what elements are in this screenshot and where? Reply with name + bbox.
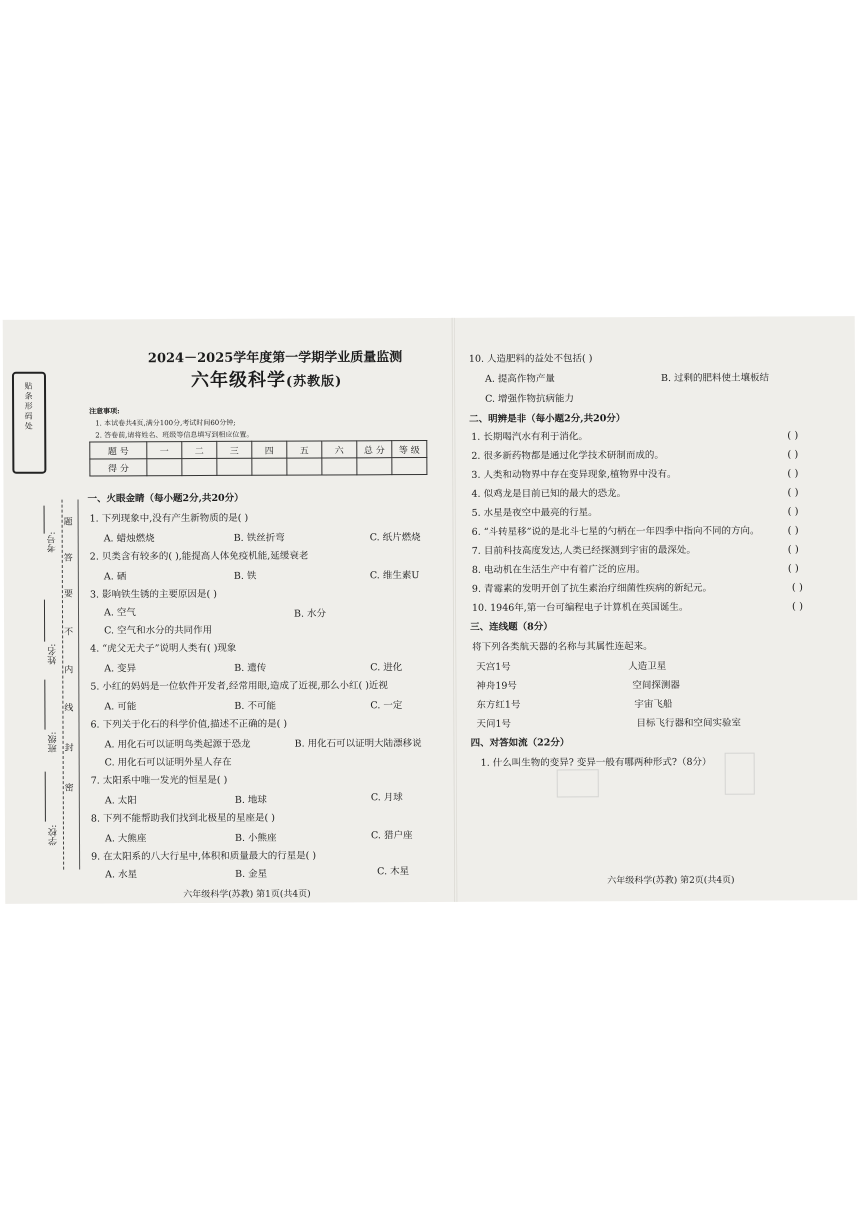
judgment-item: 2. 很多新药物都是通过化学技术研制而成的。 [471,449,664,462]
score-cell[interactable] [182,458,217,475]
spacecraft-type[interactable]: 人造卫星 [628,660,667,673]
answer-paren[interactable]: ( ) [787,430,799,442]
spacecraft-name[interactable]: 神舟19号 [476,680,517,692]
answer-paren[interactable]: ( ) [787,468,799,480]
judgment-item: 4. 似鸡龙是目前已知的最大的恐龙。 [471,488,627,500]
spacecraft-name[interactable]: 天问1号 [476,718,512,730]
spacecraft-type[interactable]: 宇宙飞船 [634,698,673,711]
subject-name: 六年级科学 [190,369,287,392]
name-field[interactable] [44,600,45,642]
option-b[interactable]: B. 小熊座 [234,832,277,844]
spacecraft-type[interactable]: 目标飞行器和空间实验室 [636,717,742,730]
notes-heading: 注意事项: [89,406,120,416]
option-a[interactable]: A. 太阳 [104,795,137,807]
section3-heading: 三、连线题（8分） [470,621,553,633]
question-stem: 3. 影响铁生锈的主要原因是( ) [89,588,217,601]
score-header-cell: 四 [252,441,287,458]
option-c[interactable]: C. 木星 [377,866,410,878]
seal-char: 要 [63,589,73,600]
seal-char: 不 [64,627,74,638]
score-header-cell: 五 [287,441,322,458]
question-stem: 4. “虎父无犬子”说明人类有( )现象 [90,642,237,655]
question-stem: 2. 贝类含有较多的( ),能提高人体免疫机能,延缓衰老 [89,550,309,563]
score-header-cell: 一 [147,442,182,459]
answer-paren[interactable]: ( ) [791,582,803,594]
barcode-stamp-box [12,372,46,474]
school-label: 学校: [48,824,60,846]
spacecraft-name[interactable]: 天宫1号 [476,661,511,673]
option-c[interactable]: C. 月球 [370,792,403,804]
option-b[interactable]: B. 铁 [233,570,257,582]
option-a[interactable]: A. 可能 [104,701,137,713]
judgment-item: 6. “斗转星移”说的是北斗七星的勺柄在一年四季中指向不同的方向。 [471,525,760,538]
seal-char: 密 [64,783,74,794]
score-table [89,440,427,476]
score-header-cell: 三 [217,441,252,458]
left-page-footer: 六年级科学(苏教) 第1页(共4页) [183,889,311,901]
option-a[interactable]: A. 变异 [104,663,137,675]
section1-heading: 一、火眼金睛（每小题2分,共20分） [87,492,244,505]
answer-paren[interactable]: ( ) [787,563,799,575]
judgment-item: 1. 长期喝汽水有利于消化。 [471,431,588,443]
barcode-stamp-label: 贴条形码处 [24,381,34,432]
score-cell[interactable] [357,458,392,475]
left-page [3,318,454,904]
exam-sheet [3,316,858,904]
answer-paren[interactable]: ( ) [787,525,799,537]
score-cell[interactable] [252,458,287,475]
option-b[interactable]: B. 铁丝折弯 [233,532,285,544]
judgment-item: 8. 电动机在生活生产中有着广泛的应用。 [471,564,646,576]
notes-item: 1. 本试卷共4页,满分100分,考试时间60分钟; [95,418,236,428]
score-header-cell: 题 号 [90,442,147,459]
subject-edition: (苏教版) [285,374,343,390]
answer-paren[interactable]: ( ) [787,449,799,461]
option-a[interactable]: A. 蜡烛燃烧 [103,533,155,545]
score-header-cell: 六 [322,441,357,458]
question-stem: 10. 人造肥料的益处不包括( ) [468,353,593,365]
exam-number-label: 考号: [47,531,58,553]
score-cell[interactable] [322,458,357,475]
option-a[interactable]: A. 用化石可以证明鸟类起源于恐龙 [104,738,251,751]
score-cell[interactable] [147,459,182,476]
option-a[interactable]: A. 空气 [103,607,136,619]
answer-paren[interactable]: ( ) [787,506,799,518]
seal-solid-line [78,500,81,870]
option-c[interactable]: C. 增强作物抗病能力 [485,393,575,405]
question-stem: 1. 什么叫生物的变异? 变异一般有哪两种形式?（8分） [480,756,712,769]
judgment-item: 3. 人类和动物界中存在变异现象,植物界中没有。 [471,468,677,481]
score-row-label: 得 分 [90,459,147,476]
answer-area[interactable] [481,786,841,878]
question-stem: 1. 下列现象中,没有产生新物质的是( ) [89,512,249,525]
section4-heading: 四、对答如流（22分） [470,737,570,749]
right-page-footer: 六年级科学(苏教) 第2页(共4页) [607,875,735,887]
score-header-cell: 总 分 [357,441,392,458]
option-c[interactable]: C. 一定 [370,700,403,712]
option-c[interactable]: C. 进化 [370,662,403,674]
class-field[interactable] [44,680,45,730]
section3-instruction: 将下列各类航天器的名称与其属性连起来。 [472,641,653,653]
option-c[interactable]: C. 用化石可以证明外星人存在 [104,756,232,769]
option-a[interactable]: A. 提高作物产量 [484,373,555,385]
score-cell[interactable] [392,458,427,475]
answer-paren[interactable]: ( ) [787,487,799,499]
right-page [455,316,858,902]
option-b[interactable]: B. 用化石可以证明大陆漂移说 [294,738,422,750]
section2-heading: 二、明辨是非（每小题2分,共20分） [469,413,626,425]
option-c[interactable]: C. 纸片燃烧 [369,532,421,544]
question-stem: 8. 下列不能帮助我们找到北极星的星座是( ) [90,812,275,825]
name-label: 姓名: [48,643,59,665]
option-c[interactable]: C. 猎户座 [370,830,413,842]
question-stem: 9. 在太阳系的八大行星中,体积和质量最大的行星是( ) [91,850,317,863]
exam-title: 2024－2025学年度第一学期学业质量监测 [147,350,403,367]
score-table-score-row [90,458,427,476]
option-b[interactable]: B. 不可能 [234,700,276,712]
option-a[interactable]: A. 硒 [103,571,127,583]
option-c[interactable]: C. 空气和水分的共同作用 [104,624,213,637]
class-label: 班级: [48,731,59,753]
option-b[interactable]: B. 金星 [235,868,268,880]
school-field[interactable] [45,772,46,822]
score-header-cell: 二 [182,441,217,458]
judgment-item: 7. 目前科技高度发达,人类已经探测到宇宙的最深处。 [471,544,696,557]
answer-paren[interactable]: ( ) [787,544,799,556]
subject-title [190,369,343,392]
score-cell[interactable] [217,458,252,475]
question-stem: 5. 小红的妈妈是一位软件开发者,经常用眼,造成了近视,那么小红( )近视 [90,680,388,693]
question-stem: 6. 下列关于化石的科学价值,描述不正确的是( ) [90,718,288,731]
notes-item: 2. 答卷前,请将姓名、班级等信息填写到相应位置。 [95,430,254,440]
option-a[interactable]: A. 大熊座 [104,833,147,845]
option-b[interactable]: B. 过剩的肥料使土壤板结 [660,372,770,384]
spacecraft-type[interactable]: 空间探测器 [632,679,680,692]
score-table-header-row [90,441,427,459]
seal-char: 线 [64,703,74,714]
answer-paren[interactable]: ( ) [791,601,803,613]
spacecraft-name[interactable]: 东方红1号 [476,699,521,711]
option-b[interactable]: B. 水分 [293,608,327,620]
question-stem: 7. 太阳系中唯一发光的恒星是( ) [90,774,228,787]
option-b[interactable]: B. 地球 [234,794,267,806]
seal-char: 答 [63,553,73,564]
judgment-item: 5. 水星是夜空中最亮的行星。 [471,507,598,519]
option-c[interactable]: C. 维生素U [369,570,420,582]
score-cell[interactable] [287,458,322,475]
judgment-item: 10. 1946年,第一台可编程电子计算机在英国诞生。 [471,601,689,614]
option-a[interactable]: A. 水星 [105,869,138,881]
option-b[interactable]: B. 遗传 [234,662,267,674]
exam-number-field[interactable] [44,506,45,534]
seal-char: 内 [64,665,74,676]
seal-char: 题 [63,517,73,528]
seal-char: 封 [64,743,74,754]
judgment-item: 9. 青霉素的发明开创了抗生素治疗细菌性疾病的新纪元。 [471,582,713,595]
score-header-cell: 等 级 [392,441,427,458]
